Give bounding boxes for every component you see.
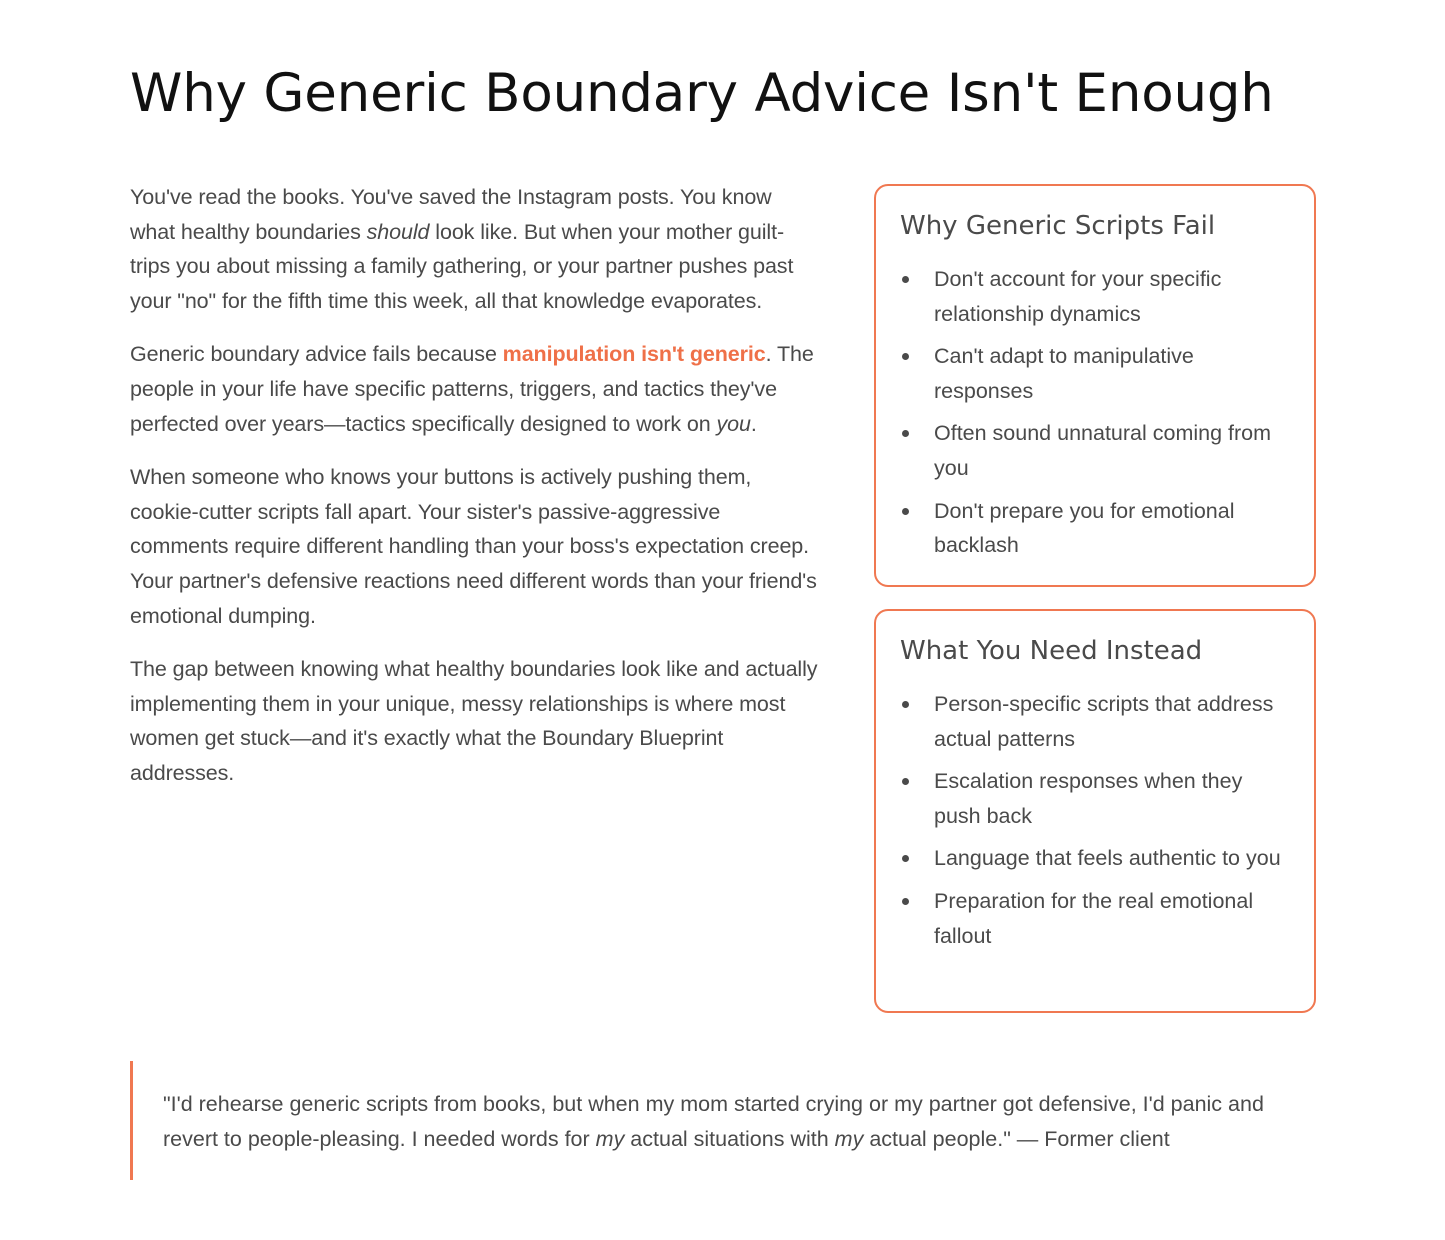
list-item: Person-specific scripts that address actual patterns: [900, 687, 1290, 756]
list-item: Preparation for the real emotional fallout: [900, 884, 1290, 953]
gap-paragraph: The gap between knowing what healthy boundaries look like and actually implementing them in your unique, messy relationships is where most women get stuck—and it's exactly what the Boundary Blueprint addresses.: [130, 657, 818, 785]
bullet-icon: [902, 508, 909, 515]
bullet-icon: [902, 855, 909, 862]
bullet-icon: [902, 898, 909, 905]
list-item: Don't account for your specific relationship dynamics: [900, 262, 1290, 331]
list-item: Don't prepare you for emotional backlash: [900, 494, 1290, 563]
emphasis-should: should: [366, 219, 430, 244]
bullet-icon: [902, 778, 909, 785]
what-you-need-box: [874, 609, 1316, 1013]
list-item: Can't adapt to manipulative responses: [900, 339, 1290, 408]
bullet-icon: [902, 353, 909, 360]
bullet-icon: [902, 430, 909, 437]
bullet-icon: [902, 276, 909, 283]
list-item: Often sound unnatural coming from you: [900, 416, 1290, 485]
emphasis-my: my: [834, 1126, 864, 1151]
list-item: Escalation responses when they push back: [900, 764, 1290, 833]
highlight-text: manipulation isn't generic: [502, 342, 766, 367]
testimonial-quote: [130, 1061, 1320, 1180]
emphasis-my: my: [595, 1126, 625, 1151]
why-scripts-fail-box: [874, 184, 1316, 587]
page-title: Why Generic Boundary Advice Isn't Enough: [130, 63, 1274, 124]
intro-paragraph: You've read the books. You've saved the Instagram posts. You know what healthy boundaries should look like. But when your mother guilt-trips you about missing a family gathering, or your partner pushes past your "no" for the fifth time this week, all that knowledge evaporates.: [130, 185, 794, 313]
emphasis-you: you: [716, 411, 751, 436]
need-list: [900, 687, 1290, 953]
testimonial-text: "I'd rehearse generic scripts from books, but when my mom started crying or my partner got defensive, I'd panic and revert to people-pleasing. I needed words for my actual situations with my actual people." — Former client: [163, 1092, 1264, 1151]
main-content: [130, 180, 820, 810]
fail-box-title: Why Generic Scripts Fail: [900, 211, 1216, 241]
fail-list: [900, 262, 1290, 563]
scripts-paragraph: When someone who knows your buttons is actively pushing them, cookie-cutter scripts fall apart. Your sister's passive-aggressive comments require different handling than your boss's expectation creep. Your partner's defensive reactions need different words than your friend's emotional dumping.: [130, 465, 817, 628]
need-box-title: What You Need Instead: [900, 636, 1203, 666]
list-item: Language that feels authentic to you: [900, 841, 1290, 876]
bullet-icon: [902, 701, 909, 708]
manipulation-paragraph: Generic boundary advice fails because manipulation isn't generic. The people in your life have specific patterns, triggers, and tactics they've perfected over years—tactics specifically designed to work on you.: [130, 342, 814, 436]
